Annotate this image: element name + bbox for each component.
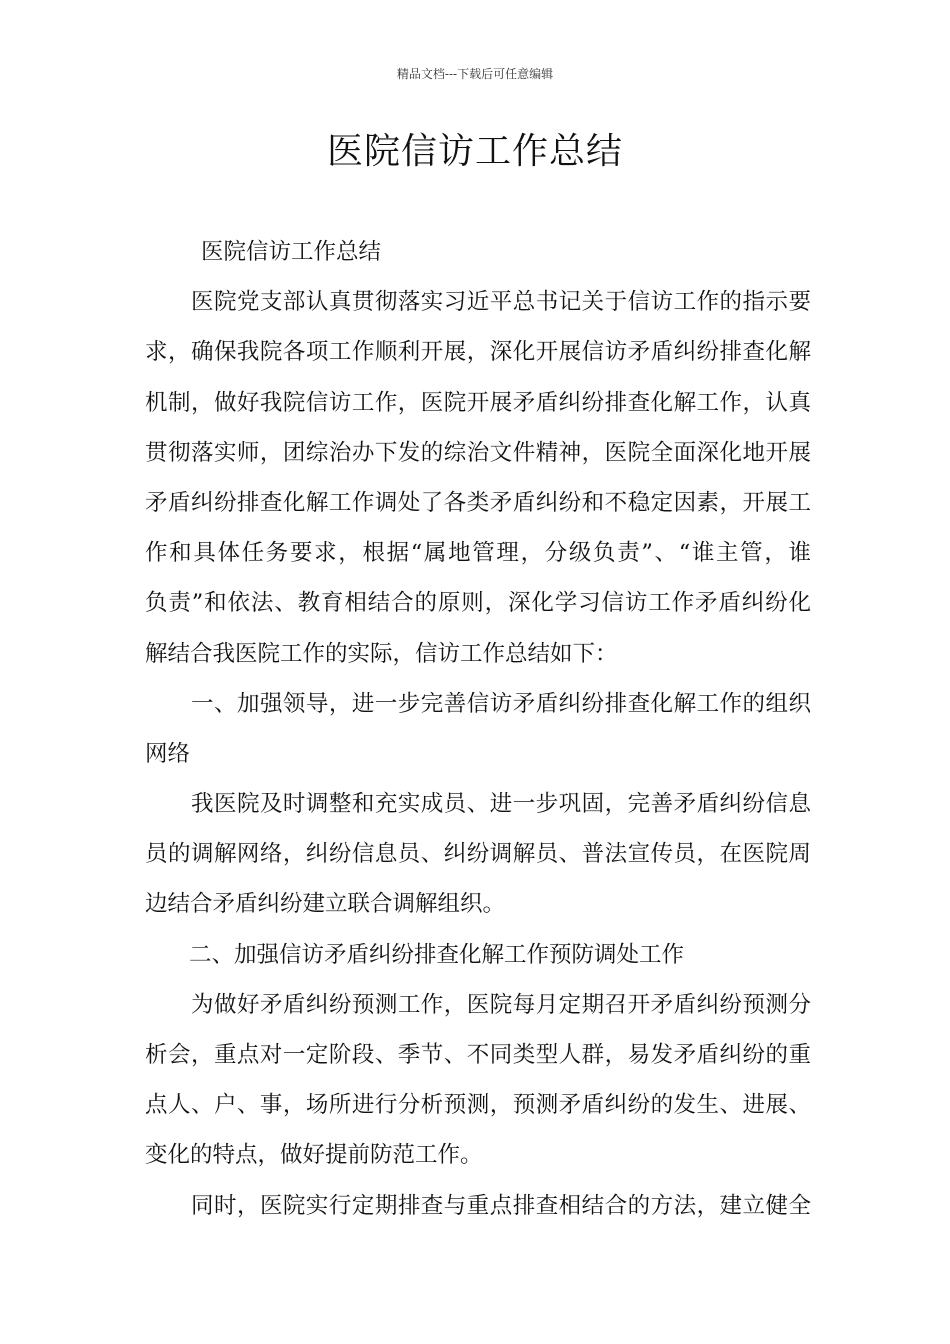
header-note: 精品文档---下载后可任意编辑 (396, 67, 554, 81)
paragraph-line: 机制，做好我院信访工作，医院开展矛盾纠纷排查化解工作，认真 (145, 389, 811, 416)
document-body (145, 227, 811, 1231)
document-title: 医院信访工作总结 (326, 131, 623, 172)
paragraph-line: 贯彻落实师，团综治办下发的综治文件精神，医院全面深化地开展 (145, 439, 811, 466)
paragraph-line: 我医院及时调整和充实成员、进一步巩固，完善矛盾纠纷信息 (191, 791, 811, 818)
paragraph-line: 员的调解网络，纠纷信息员、纠纷调解员、普法宣传员，在医院周 (145, 841, 811, 868)
paragraph-line: 析会，重点对一定阶段、季节、不同类型人群，易发矛盾纠纷的重 (145, 1042, 811, 1068)
paragraph-line: 负责”和依法、教育相结合的原则，深化学习信访工作矛盾纠纷化 (145, 590, 811, 617)
paragraph-line: 边结合矛盾纠纷建立联合调解组织。 (145, 891, 506, 918)
paragraph-line: 变化的特点，做好提前防范工作。 (145, 1142, 483, 1169)
section-heading-line: 二、加强信访矛盾纠纷排查化解工作预防调处工作 (189, 941, 685, 968)
section-heading-line: 一、加强领导，进一步完善信访矛盾纠纷排查化解工作的组织 (191, 690, 811, 717)
paragraph-line: 为做好矛盾纠纷预测工作，医院每月定期召开矛盾纠纷预测分 (191, 991, 811, 1018)
paragraph-line: 解结合我医院工作的实际，信访工作总结如下： (145, 640, 618, 667)
paragraph-line: 点人、户、事，场所进行分析预测，预测矛盾纠纷的发生、进展、 (145, 1092, 811, 1119)
subtitle-line: 医院信访工作总结 (201, 239, 382, 265)
paragraph-line: 矛盾纠纷排查化解工作调处了各类矛盾纠纷和不稳定因素，开展工 (145, 489, 811, 516)
paragraph-line: 同时，医院实行定期排查与重点排查相结合的方法，建立健全 (191, 1192, 811, 1219)
paragraph-line: 求，确保我院各项工作顺利开展，深化开展信访矛盾纠纷排查化解 (145, 339, 811, 366)
section-heading-line: 网络 (145, 740, 191, 767)
paragraph-line: 医院党支部认真贯彻落实习近平总书记关于信访工作的指示要 (191, 289, 811, 316)
paragraph-line: 作和具体任务要求，根据“属地管理，分级负责”、“谁主管，谁 (145, 540, 811, 567)
